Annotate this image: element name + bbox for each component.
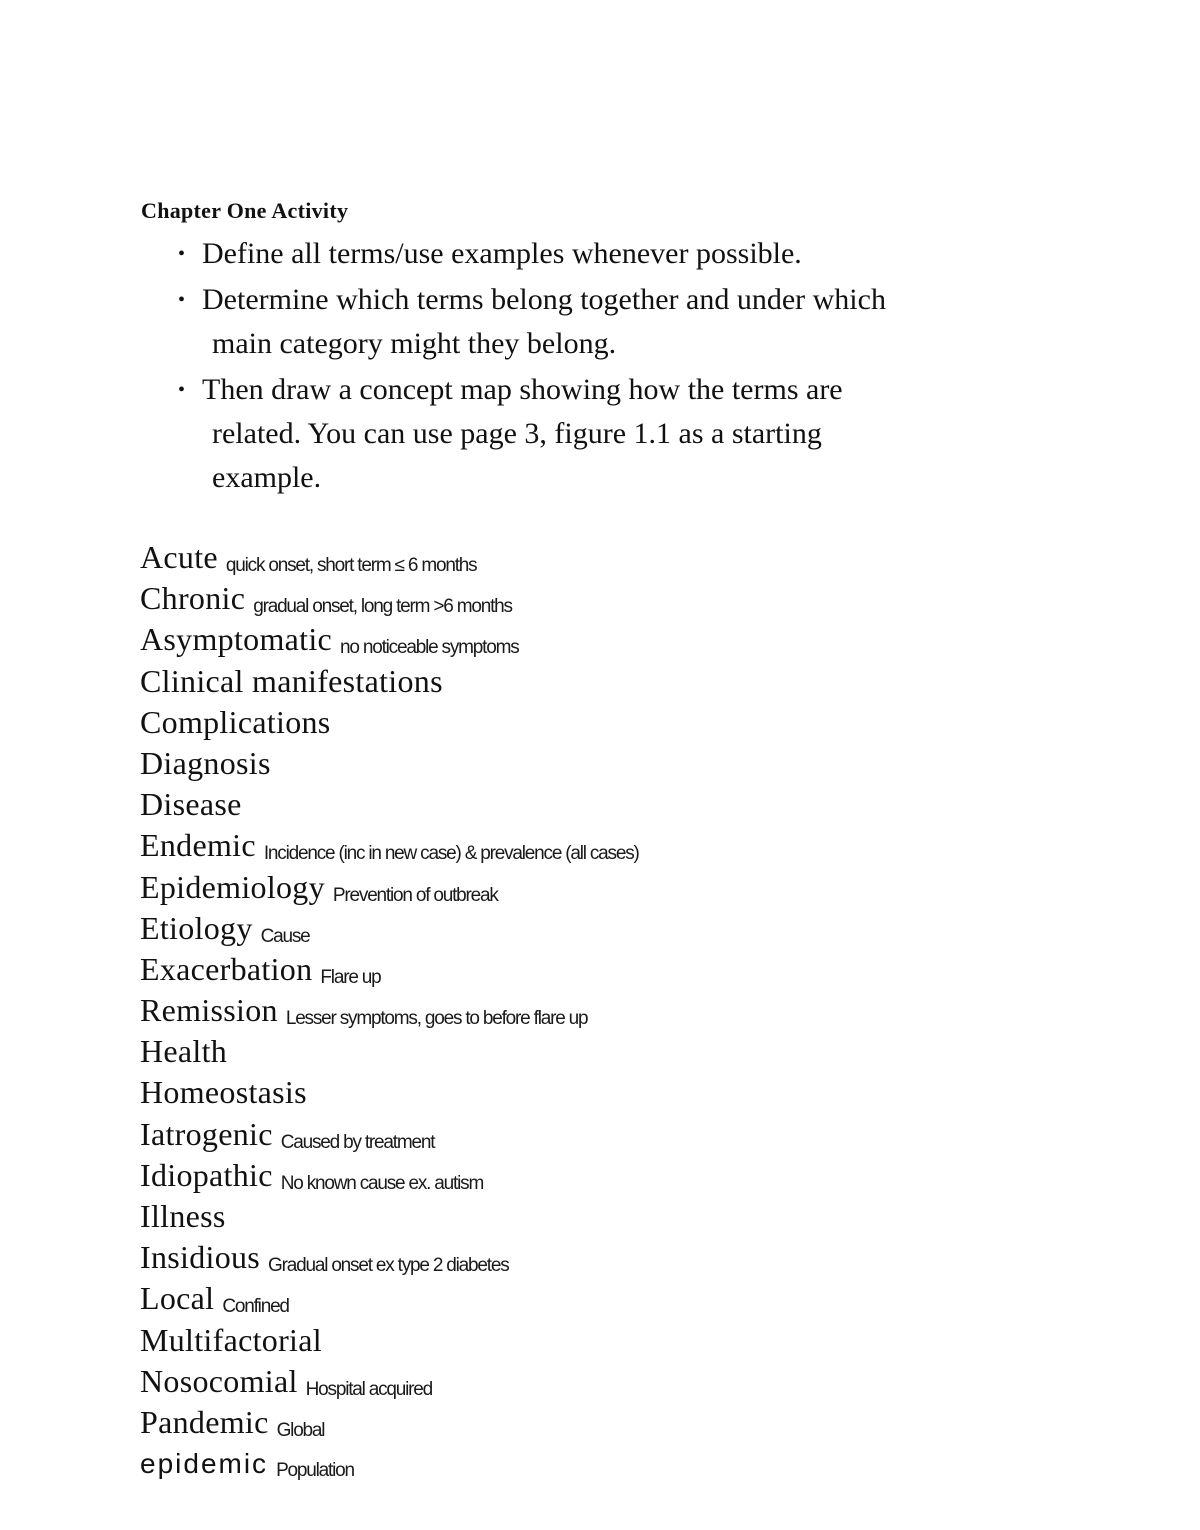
term-row-local [140,1278,639,1319]
term-row-multifactorial [140,1320,639,1361]
bullet-icon: • [178,379,186,401]
term-list [140,537,639,1484]
instruction-item [178,232,1038,276]
handwritten-note: Confined [222,1296,289,1318]
term-row-remission [140,990,639,1031]
term: Disease [140,786,242,823]
handwritten-note: gradual onset, long term >6 months [253,596,512,618]
term-row-pandemic [140,1402,639,1443]
term-row-chronic [140,578,639,619]
bullet-icon: • [178,243,186,265]
instruction-text [202,278,1038,366]
handwritten-note: Cause [260,925,310,947]
handwritten-note: Hospital acquired [305,1378,433,1400]
term: Homeostasis [140,1074,307,1111]
term: Exacerbation [140,950,313,987]
term: Etiology [140,909,253,946]
term: Clinical manifestations [140,662,443,699]
term: Idiopathic [140,1156,273,1193]
term-row-illness [140,1196,639,1237]
term: Remission [140,992,278,1029]
term-row-homeostasis [140,1072,639,1113]
term-row-idiopathic [140,1155,639,1196]
handwritten-note: No known cause ex. autism [280,1172,484,1194]
instruction-line: Then draw a concept map showing how the terms are [202,373,843,406]
handwritten-note: Lesser symptoms, goes to before flare up [285,1008,588,1030]
instruction-text: Define all terms/use examples whenever possible. [202,237,802,270]
term: Local [140,1280,215,1317]
term-row-insidious [140,1237,639,1278]
handwritten-note: quick onset, short term ≤ 6 months [225,555,477,576]
instruction-text [202,368,1038,500]
instruction-item [178,368,1038,500]
term: Illness [140,1198,226,1234]
handwritten-note: Flare up [320,966,381,988]
handwritten-note: no noticeable symptoms [340,637,519,659]
term: Pandemic [140,1403,269,1440]
bullet-icon: • [178,289,186,311]
handwritten-note: Incidence (inc in new case) & prevalence (all cases) [263,843,639,865]
term: Iatrogenic [140,1115,273,1152]
term-row-iatrogenic [140,1114,639,1155]
term: Health [140,1033,228,1070]
term: Complications [140,703,331,740]
term-row-disease [140,784,639,825]
term: Epidemiology [140,868,325,905]
term: epidemic [140,1448,269,1480]
term: Insidious [140,1239,261,1276]
term-row-nosocomial [140,1361,639,1402]
term-row-asymptomatic [140,619,639,660]
handwritten-note: Global [276,1419,325,1441]
term: Endemic [140,827,256,864]
term-row-diagnosis [140,743,639,784]
term: Acute [140,539,218,575]
instruction-line: related. You can use page 3, figure 1.1 as a starting [212,417,822,450]
instruction-line: example. [212,461,322,494]
term: Diagnosis [140,744,271,781]
term-row-acute [140,537,639,578]
instruction-line: Determine which terms belong together and under which [202,283,886,316]
term-row-exacerbation [140,949,639,990]
handwritten-note: Prevention of outbreak [332,884,498,906]
handwritten-note: Gradual onset ex type 2 diabetes [268,1255,509,1277]
instruction-item [178,278,1038,366]
term-row-epidemiology [140,867,639,908]
term: Nosocomial [140,1362,298,1399]
term: Chronic [140,580,246,617]
term: Asymptomatic [140,621,333,658]
term-row-etiology [140,908,639,949]
term-row-endemic [140,825,639,866]
handwritten-note: Population [276,1460,354,1482]
term: Multifactorial [140,1321,322,1358]
term-row-epidemic [140,1443,639,1484]
handwritten-note: Caused by treatment [280,1131,435,1153]
term-row-clinical-manifestations [140,661,639,702]
page-title: Chapter One Activity [141,198,349,223]
term-row-complications [140,702,639,743]
term-row-health [140,1031,639,1072]
instruction-list [178,232,1038,502]
instruction-line: main category might they belong. [212,327,617,360]
